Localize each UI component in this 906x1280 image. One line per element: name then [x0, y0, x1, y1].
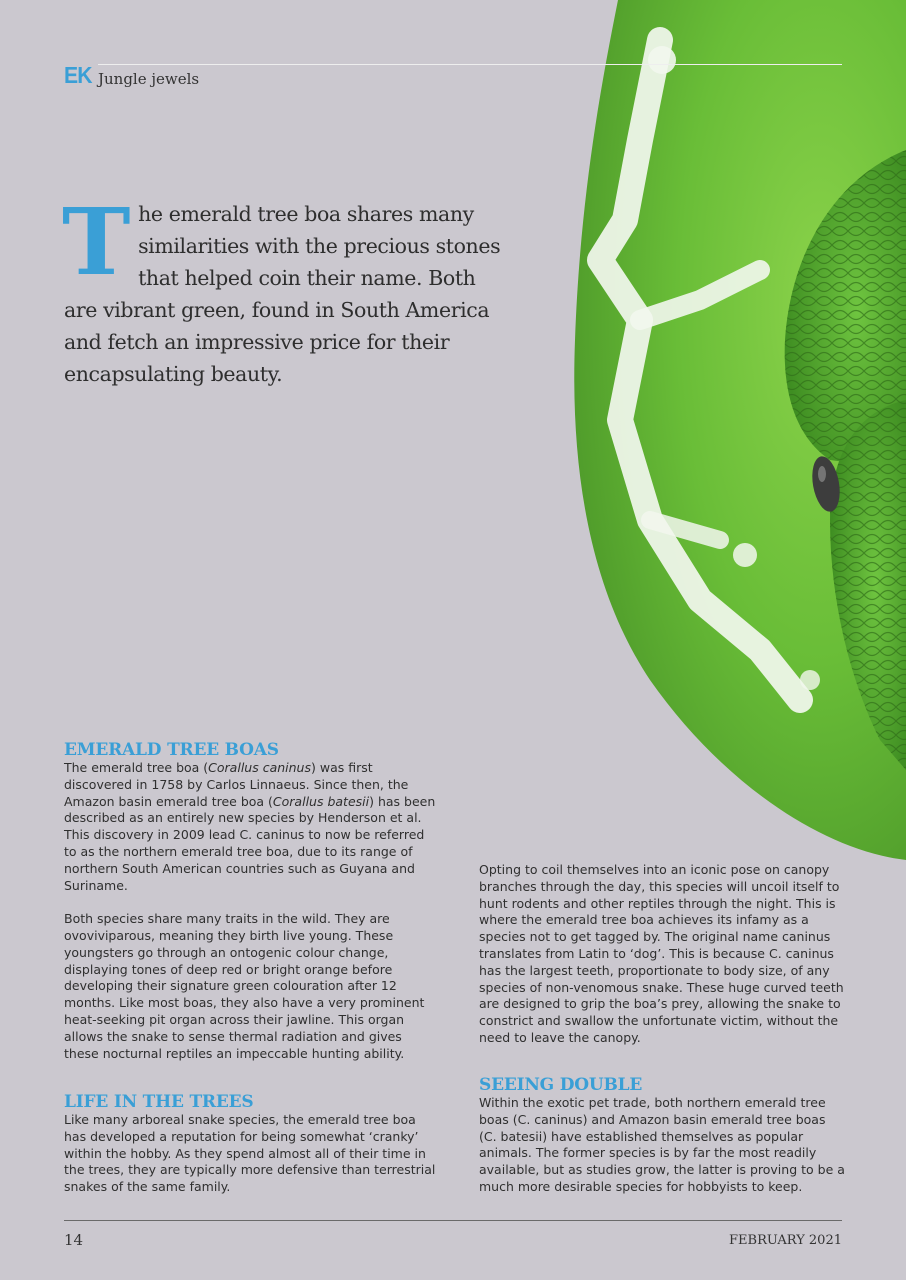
section-canopy [479, 862, 845, 1064]
canopy-paragraph: Opting to coil themselves into an iconic pose on canopy branches through the day, this species will uncoil itself to hunt rodents and other reptiles through the night. This is where the emerald tree boa achieves its infamy as a species not to get tagged by. The original name caninus translates from Latin to ‘dog’. This is because C. caninus has the largest teeth, proportionate to body size, of any species of non-venomous snake. These huge curved teeth are designed to grip the boa’s prey, allowing the snake to constrict and swallow the unfortunate victim, without the need to leave the canopy. [479, 862, 844, 1045]
issue-date: FEBRUARY 2021 [729, 1233, 842, 1248]
header-rule [98, 64, 842, 65]
section-life-in-the-trees [64, 1092, 436, 1213]
footer-rule [64, 1220, 842, 1221]
magazine-logo: EK [64, 62, 92, 88]
emerald-paragraph-2: Both species share many traits in the wild. They are ovoviviparous, meaning they birth live young. These youngsters go through an ontogenic colour change, displaying tones of deep red or bright orange before developing their signature green colouration after 12 months. Like most boas, they also have a very prominent heat-seeking pit organ across their jawline. This organ allows the snake to sense thermal radiation and gives these nocturnal reptiles an impeccable hunting ability. [64, 911, 425, 1061]
intro-paragraph [62, 188, 504, 390]
section-emerald-tree-boas [64, 740, 436, 1079]
heading-seeing-double: SEEING DOUBLE [479, 1075, 643, 1095]
seeing-paragraph-1: Within the exotic pet trade, both northern emerald tree boas (C. caninus) and Amazon basin emerald tree boas (C. batesii) have established themselves as popular animals. The former species is by far the most readily available, but as studies grow, the latter is proving to be a much more desirable species for hobbyists to keep. [479, 1095, 845, 1194]
heading-emerald-tree-boas: EMERALD TREE BOAS [64, 740, 279, 760]
intro-text: he emerald tree boa shares many similarities with the precious stones that helped coin their name. Both are vibrant green, found in South America and fetch an impressive price for their encapsulating beauty. [64, 202, 501, 386]
page-number: 14 [64, 1231, 84, 1249]
emerald-paragraph-1: The emerald tree boa (Corallus caninus) was first discovered in 1758 by Carlos Linnaeus. Since then, the Amazon basin emerald tree boa (Corallus batesii) has been described as an entirely new species by Henderson et al. This discovery in 2009 lead C. caninus to now be referred to as the northern emerald tree boa, due to its range of northern South American countries such as Guyana and Suriname. [64, 760, 436, 893]
trees-paragraph-1: Like many arboreal snake species, the emerald tree boa has developed a reputation for being somewhat ‘cranky’ within the hobby. As they spend almost all of their time in the trees, they are typically more defensive than terrestrial snakes of the same family. [64, 1112, 436, 1195]
section-seeing-double [479, 1075, 845, 1213]
section-title: Jungle jewels [98, 70, 200, 88]
drop-cap: T [62, 188, 131, 296]
heading-life-in-the-trees: LIFE IN THE TREES [64, 1092, 254, 1112]
